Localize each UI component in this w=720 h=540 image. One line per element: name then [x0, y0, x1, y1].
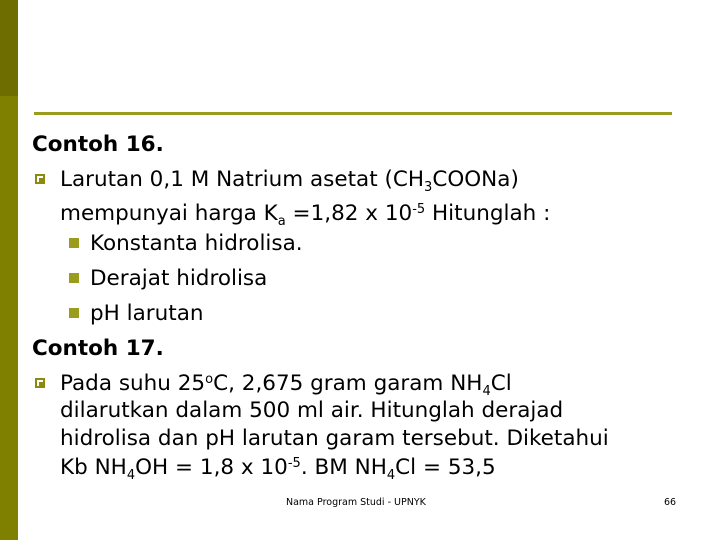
- square-bullet-icon: [35, 174, 45, 184]
- footer-text: Nama Program Studi - UPNYK: [286, 497, 426, 508]
- contoh-16-line-1: Larutan 0,1 M Natrium asetat $(CH_3COONa)$: [60, 167, 519, 195]
- title-rule: [34, 112, 672, 115]
- contoh-16-heading: Contoh 16.: [32, 132, 164, 157]
- contoh-16-line-2: mempunyai harga $K_a =1,82$ x $10^{-5}$ Hitunglah :: [60, 201, 551, 229]
- contoh-17-line-3: hidrolisa dan pH larutan garam tersebut. Diketahui: [60, 426, 609, 451]
- sidebar-top-block: [0, 0, 18, 96]
- contoh-16-item: pH larutan: [90, 301, 204, 326]
- contoh-16-item: Derajat hidrolisa: [90, 266, 268, 291]
- contoh-17-line-1: Pada suhu 25$^o$C, 2,675 gram garam $NH_4Cl$: [60, 371, 512, 399]
- contoh-17-line-4: Kb $NH_4OH = 1,8$ x $10^{-5}$. BM $NH_4Cl = 53,5$: [60, 455, 496, 483]
- page-number: 66: [664, 497, 677, 508]
- square-bullet-icon: [35, 378, 45, 388]
- small-square-bullet-icon: [69, 273, 79, 283]
- contoh-17-heading: Contoh 17.: [32, 336, 164, 361]
- contoh-17-line-2: dilarutkan dalam 500 ml air. Hitunglah derajad: [60, 398, 564, 423]
- small-square-bullet-icon: [69, 308, 79, 318]
- contoh-16-item: Konstanta hidrolisa.: [90, 231, 303, 256]
- small-square-bullet-icon: [69, 238, 79, 248]
